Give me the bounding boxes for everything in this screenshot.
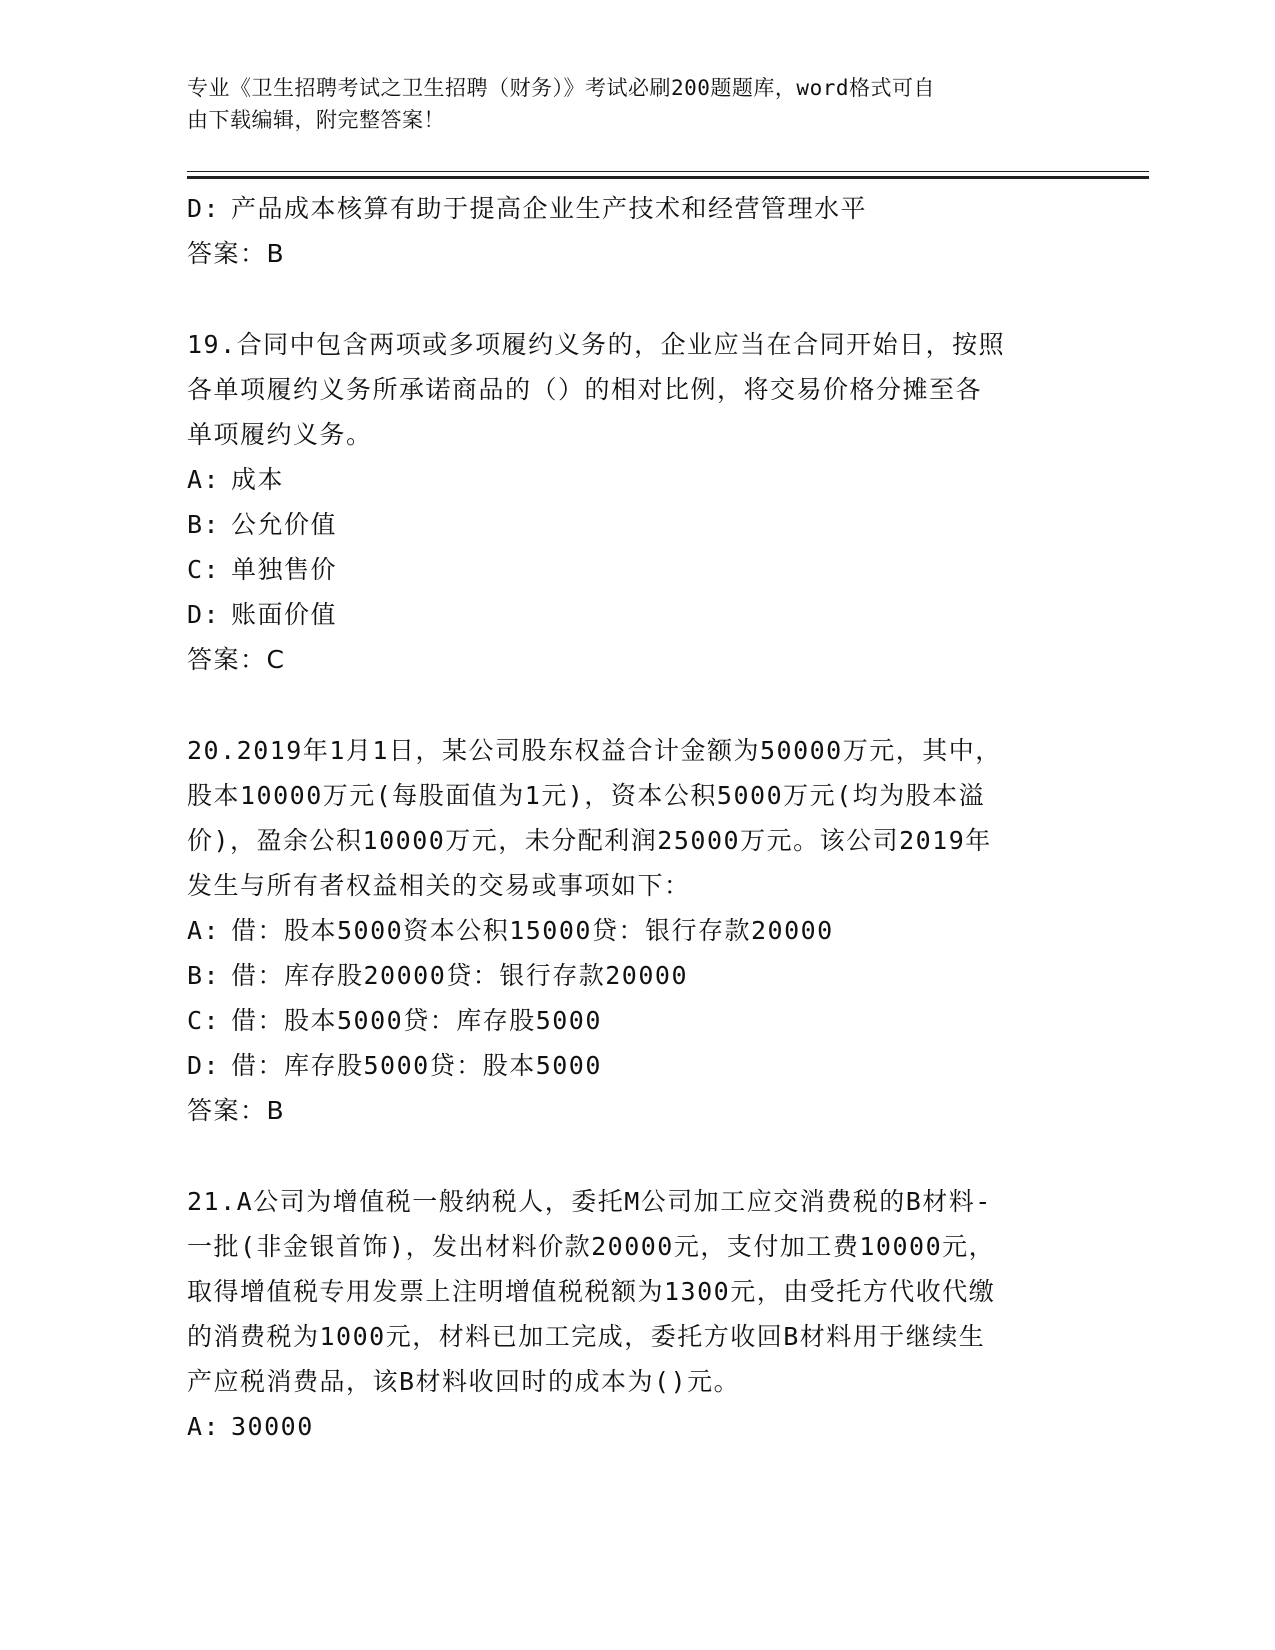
question-21	[187, 1179, 1067, 1449]
question-stem-line: 股本10000万元(每股面值为1元)，资本公积5000万元(均为股本溢	[187, 781, 986, 810]
option-label: A:	[187, 465, 221, 494]
option-a	[187, 908, 1067, 953]
question-stem-line: 19.合同中包含两项或多项履约义务的，企业应当在合同开始日，按照	[187, 330, 1006, 359]
option-c	[187, 547, 1067, 592]
option-label: D:	[187, 1051, 221, 1080]
option-label: D:	[187, 194, 221, 223]
question-stem-line: 价)，盈余公积10000万元，未分配利润25000万元。该公司2019年	[187, 826, 992, 855]
option-text: 30000	[231, 1412, 314, 1441]
question-20	[187, 728, 1067, 1133]
option-label: A:	[187, 1412, 221, 1441]
question-stem-line: 发生与所有者权益相关的交易或事项如下：	[187, 871, 691, 900]
option-label: C:	[187, 555, 221, 584]
answer-line: 答案：C	[187, 645, 286, 674]
question-stem-line: 20.2019年1月1日，某公司股东权益合计金额为50000万元，其中，	[187, 736, 1002, 765]
option-text: 公允价值	[231, 510, 338, 539]
option-label: B:	[187, 510, 221, 539]
option-text: 产品成本核算有助于提高企业生产技术和经营管理水平	[231, 194, 868, 223]
option-text: 借：股本5000贷：库存股5000	[231, 1006, 602, 1035]
option-text: 账面价值	[231, 600, 338, 629]
header-title-line-1: 专业《卫生招聘考试之卫生招聘（财务）》考试必刷200题题库，word格式可自	[187, 76, 935, 100]
question-content	[187, 186, 1067, 1449]
document-header	[187, 72, 1067, 136]
question-stem-line: 各单项履约义务所承诺商品的（）的相对比例，将交易价格分摊至各	[187, 375, 983, 404]
spacer	[187, 276, 1067, 322]
option-text: 单独售价	[231, 555, 338, 584]
spacer	[187, 1133, 1067, 1179]
question-stem-line: 单项履约义务。	[187, 420, 373, 449]
option-a	[187, 457, 1067, 502]
carryover-answer: 答案：B	[187, 239, 286, 268]
option-b	[187, 502, 1067, 547]
option-label: C:	[187, 1006, 221, 1035]
option-label: D:	[187, 600, 221, 629]
question-stem-line: 产应税消费品，该B材料收回时的成本为()元。	[187, 1367, 741, 1396]
answer-line: 答案：B	[187, 1096, 286, 1125]
header-divider-thick	[187, 176, 1149, 179]
option-text: 成本	[231, 465, 285, 494]
option-b	[187, 953, 1067, 998]
question-19	[187, 322, 1067, 682]
header-title-line-2: 由下载编辑，附完整答案！	[187, 108, 445, 132]
carryover-option-d	[187, 186, 1067, 231]
question-stem-line: 一批(非金银首饰)，发出材料价款20000元，支付加工费10000元，	[187, 1232, 996, 1261]
option-text: 借：库存股5000贷：股本5000	[231, 1051, 602, 1080]
header-divider-thin	[187, 171, 1149, 172]
option-d	[187, 1043, 1067, 1088]
option-c	[187, 998, 1067, 1043]
spacer	[187, 682, 1067, 728]
option-d	[187, 592, 1067, 637]
option-text: 借：库存股20000贷：银行存款20000	[231, 961, 689, 990]
question-stem-line: 的消费税为1000元，材料已加工完成，委托方收回B材料用于继续生	[187, 1322, 986, 1351]
option-label: B:	[187, 961, 221, 990]
option-text: 借：股本5000资本公积15000贷：银行存款20000	[231, 916, 834, 945]
question-stem-line: 取得增值税专用发票上注明增值税税额为1300元，由受托方代收代缴	[187, 1277, 996, 1306]
question-stem-line: 21.A公司为增值税一般纳税人，委托M公司加工应交消费税的B材料-	[187, 1187, 992, 1216]
option-a	[187, 1404, 1067, 1449]
option-label: A:	[187, 916, 221, 945]
